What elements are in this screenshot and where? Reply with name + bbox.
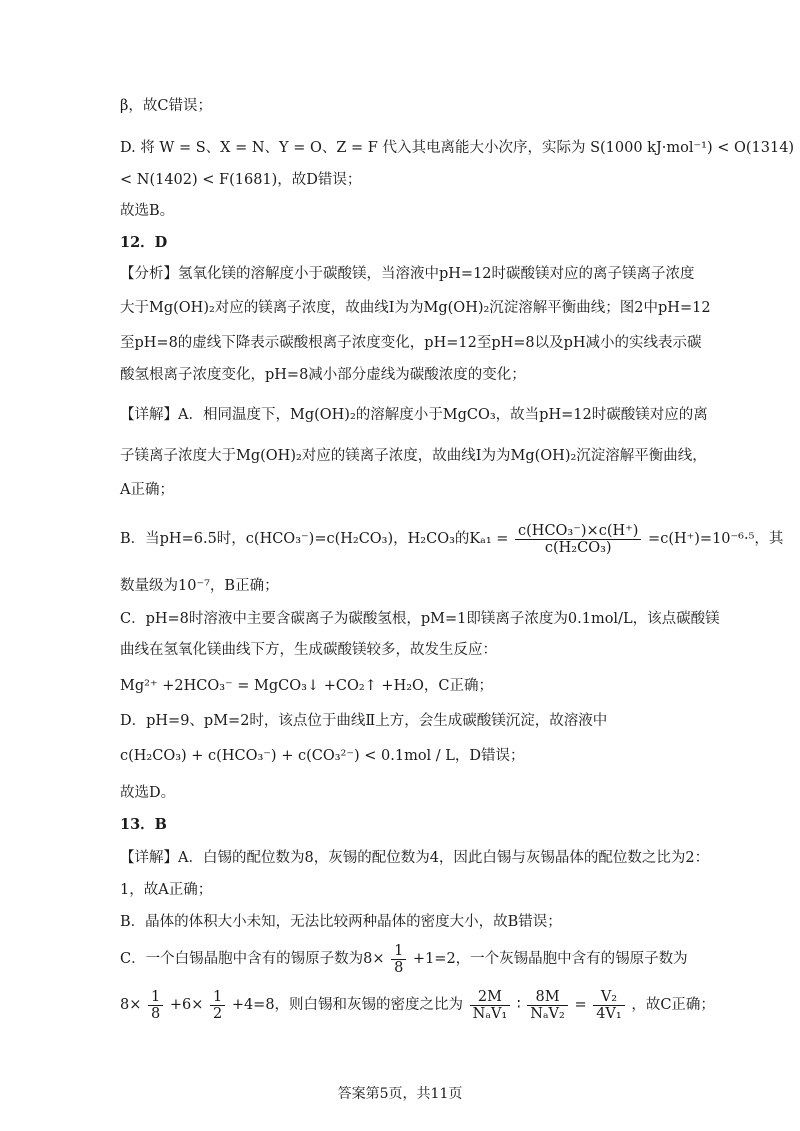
- fraction-numerator: 1: [210, 989, 225, 1006]
- text-span: B．当pH=6.5时，c(HCO₃⁻)=c(H₂CO₃)，H₂CO₃的Kₐ₁ =: [120, 531, 509, 547]
- text-line: 至pH=8的虚线下降表示碳酸根离子浓度变化，pH=12至pH=8以及pH减小的实线表示碳: [120, 335, 702, 351]
- equation-line: [120, 522, 783, 556]
- question-number: 12．D: [120, 234, 168, 251]
- text-line: 酸氢根离子浓度变化，pH=8减小部分虚线为碳酸浓度的变化；: [120, 367, 526, 383]
- text-span: +4=8，则白锡和灰锡的密度之比为: [231, 997, 464, 1013]
- text-line: < N(1402) < F(1681)，故D错误；: [120, 172, 362, 188]
- text-line: 大于Mg(OH)₂对应的镁离子浓度，故曲线Ⅰ为为Mg(OH)₂沉淀溶解平衡曲线；图2中pH=12: [120, 300, 711, 316]
- text-span: ，故C正确；: [631, 997, 715, 1013]
- fraction-denominator: NₐV₁: [472, 1005, 508, 1022]
- fraction: [391, 943, 406, 976]
- text-line: C．pH=8时溶液中主要含碳离子为碳酸氢根，pM=1即镁离子浓度为0.1mol/L，该点碳酸镁: [120, 611, 720, 627]
- text-span: 8×: [120, 997, 142, 1013]
- fraction-numerator: 1: [391, 943, 406, 960]
- fraction-denominator: 8: [394, 959, 404, 976]
- text-span: +6×: [169, 997, 204, 1013]
- equation-line: c(H₂CO₃) + c(HCO₃⁻) + c(CO₃²⁻) < 0.1mol / L，D错误；: [120, 748, 525, 764]
- fraction-denominator: NₐV₂: [530, 1005, 565, 1022]
- fraction-denominator: 8: [150, 1005, 161, 1022]
- text-line: 【详解】A．白锡的配位数为8，灰锡的配位数为4，因此白锡与灰锡晶体的配位数之比为2：: [120, 850, 710, 866]
- text-span: C．一个白锡晶胞中含有的锡原子数为8×: [120, 951, 385, 967]
- fraction: [593, 989, 625, 1022]
- equation-line: [120, 988, 715, 1022]
- text-line: A正确；: [120, 482, 174, 498]
- fraction: [527, 989, 568, 1022]
- text-span: =: [574, 997, 587, 1013]
- text-line: 曲线在氢氧化镁曲线下方，生成碳酸镁较多，故发生反应：: [120, 642, 497, 658]
- fraction-denominator: c(H₂CO₃): [544, 539, 612, 556]
- text-line: D. 将 W = S、X = N、Y = O、Z = F 代入其电离能大小次序，实际为 S(1000 kJ·mol⁻¹) < O(1314): [120, 140, 795, 156]
- equation-line: [120, 942, 688, 976]
- fraction-denominator: 4V₁: [596, 1005, 622, 1022]
- text-line: β，故C错误；: [120, 98, 212, 114]
- text-line: 子镁离子浓度大于Mg(OH)₂对应的镁离子浓度，故曲线Ⅰ为为Mg(OH)₂沉淀溶解平衡曲线，: [120, 448, 707, 464]
- fraction-numerator: 1: [148, 989, 163, 1006]
- fraction-denominator: 2: [212, 1005, 223, 1022]
- equation-line: Mg²⁺ +2HCO₃⁻ = MgCO₃↓ +CO₂↑ +H₂O，C正确；: [120, 678, 494, 694]
- text-span: ∶: [516, 997, 521, 1013]
- question-number: 13．B: [120, 816, 167, 833]
- text-line: 故选B。: [120, 203, 175, 219]
- fraction: [470, 989, 511, 1022]
- fraction-numerator: 2M: [470, 989, 511, 1006]
- text-span: =c(H⁺)=10⁻⁶·⁵，其: [648, 531, 784, 547]
- text-line: 【详解】A．相同温度下，Mg(OH)₂的溶解度小于MgCO₃，故当pH=12时碳酸镁对应的离: [120, 407, 708, 423]
- fraction: [515, 523, 641, 556]
- text-line: 故选D。: [120, 785, 176, 801]
- fraction-numerator: 8M: [527, 989, 568, 1006]
- text-line: B．晶体的体积大小未知，无法比较两种晶体的密度大小，故B错误；: [120, 914, 562, 930]
- fraction: [210, 989, 225, 1022]
- text-line: 【分析】氢氧化镁的溶解度小于碳酸镁，当溶液中pH=12时碳酸镁对应的离子镁离子浓度: [120, 266, 695, 282]
- text-line: D．pH=9、pM=2时，该点位于曲线Ⅱ上方，会生成碳酸镁沉淀，故溶液中: [120, 713, 608, 729]
- fraction: [148, 989, 163, 1022]
- text-span: +1=2，一个灰锡晶胞中含有的锡原子数为: [412, 951, 688, 967]
- page-footer: 答案第5页，共11页: [337, 1086, 463, 1102]
- text-line: 数量级为10⁻⁷，B正确；: [120, 578, 279, 594]
- text-line: 1，故A正确；: [120, 882, 213, 898]
- fraction-numerator: V₂: [593, 989, 625, 1006]
- fraction-numerator: c(HCO₃⁻)×c(H⁺): [515, 523, 641, 540]
